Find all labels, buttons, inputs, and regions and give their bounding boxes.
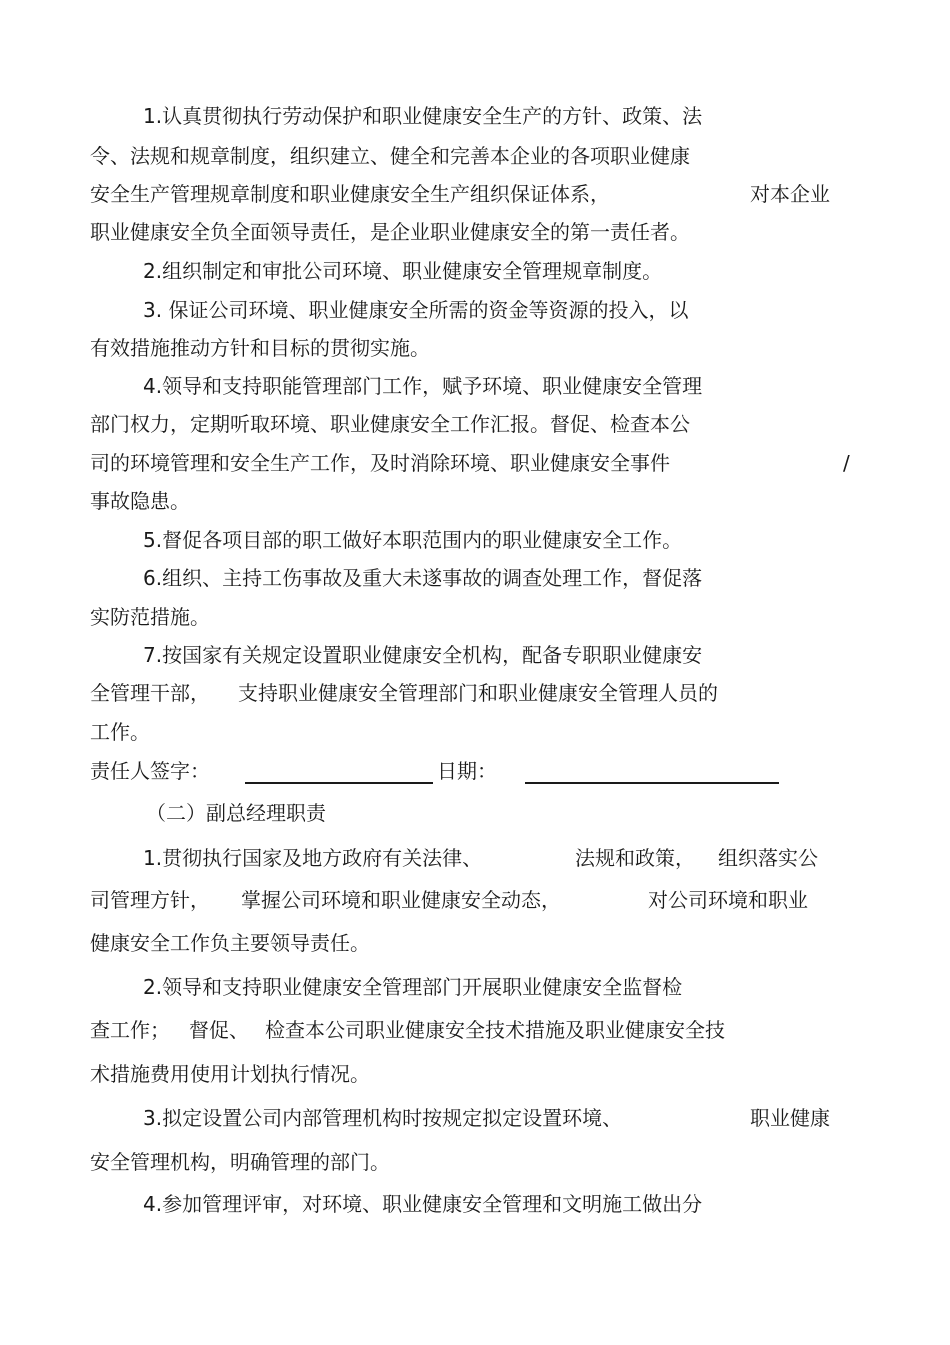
s2-item2-line2a: 查工作； xyxy=(90,1018,170,1042)
s2-item2-line2c: 检查本公司职业健康安全技术措施及职业健康安全技 xyxy=(265,1018,725,1042)
s1-item3-line2: 有效措施推动方针和目标的贯彻实施。 xyxy=(90,336,430,360)
s2-item1-line1b: 法规和政策， xyxy=(575,846,695,870)
s1-item4-line1: 4.领导和支持职能管理部门工作，赋予环境、职业健康安全管理 xyxy=(143,374,703,398)
s1-item7-line2a: 全管理干部， xyxy=(90,681,210,705)
s1-item2: 2.组织制定和审批公司环境、职业健康安全管理规章制度。 xyxy=(143,259,663,283)
s2-item3-line1b: 职业健康 xyxy=(750,1106,830,1130)
s2-item1-line1c: 组织落实公 xyxy=(718,846,818,870)
s1-item5: 5.督促各项目部的职工做好本职范围内的职业健康安全工作。 xyxy=(143,528,683,552)
s1-item6-line1: 6.组织、主持工伤事故及重大未遂事故的调查处理工作，督促落 xyxy=(143,566,703,590)
s2-item1-line2a: 司管理方针， xyxy=(90,888,210,912)
s1-item1-line3b: 对本企业 xyxy=(750,182,830,206)
section2-heading: （二）副总经理职责 xyxy=(146,801,326,825)
date-label: 日期： xyxy=(437,759,497,783)
date-line xyxy=(525,782,779,784)
s1-item1-line1: 1.认真贯彻执行劳动保护和职业健康安全生产的方针、政策、法 xyxy=(143,104,703,128)
signature-label: 责任人签字： xyxy=(90,759,210,783)
s1-item1-line2: 令、法规和规章制度，组织建立、健全和完善本企业的各项职业健康 xyxy=(90,144,690,168)
s2-item1-line2c: 对公司环境和职业 xyxy=(648,888,808,912)
s1-item1-line3a: 安全生产管理规章制度和职业健康安全生产组织保证体系， xyxy=(90,182,610,206)
s1-item1-line4: 职业健康安全负全面领导责任，是企业职业健康安全的第一责任者。 xyxy=(90,220,690,244)
s1-item4-line4: 事故隐患。 xyxy=(90,489,190,513)
s2-item4-line1: 4.参加管理评审，对环境、职业健康安全管理和文明施工做出分 xyxy=(143,1192,703,1216)
s2-item2-line3: 术措施费用使用计划执行情况。 xyxy=(90,1062,370,1086)
s2-item1-line3: 健康安全工作负主要领导责任。 xyxy=(90,931,370,955)
s1-item7-line1: 7.按国家有关规定设置职业健康安全机构，配备专职职业健康安 xyxy=(143,643,703,667)
s2-item2-line1: 2.领导和支持职业健康安全管理部门开展职业健康安全监督检 xyxy=(143,975,683,999)
s1-item4-line3a: 司的环境管理和安全生产工作，及时消除环境、职业健康安全事件 xyxy=(90,451,670,475)
s1-item4-line3b: / xyxy=(843,451,850,475)
s1-item4-line2: 部门权力，定期听取环境、职业健康安全工作汇报。督促、检查本公 xyxy=(90,412,690,436)
s2-item1-line2b: 掌握公司环境和职业健康安全动态， xyxy=(241,888,561,912)
s2-item1-line1a: 1.贯彻执行国家及地方政府有关法律、 xyxy=(143,846,483,870)
s1-item7-line2b: 支持职业健康安全管理部门和职业健康安全管理人员的 xyxy=(238,681,718,705)
s1-item3-line1: 3. 保证公司环境、职业健康安全所需的资金等资源的投入，以 xyxy=(143,298,689,322)
signature-line xyxy=(245,782,433,784)
s2-item3-line2: 安全管理机构，明确管理的部门。 xyxy=(90,1150,390,1174)
s2-item2-line2b: 督促、 xyxy=(189,1018,249,1042)
s1-item7-line3: 工作。 xyxy=(90,720,150,744)
s2-item3-line1a: 3.拟定设置公司内部管理机构时按规定拟定设置环境、 xyxy=(143,1106,623,1130)
s1-item6-line2: 实防范措施。 xyxy=(90,605,210,629)
